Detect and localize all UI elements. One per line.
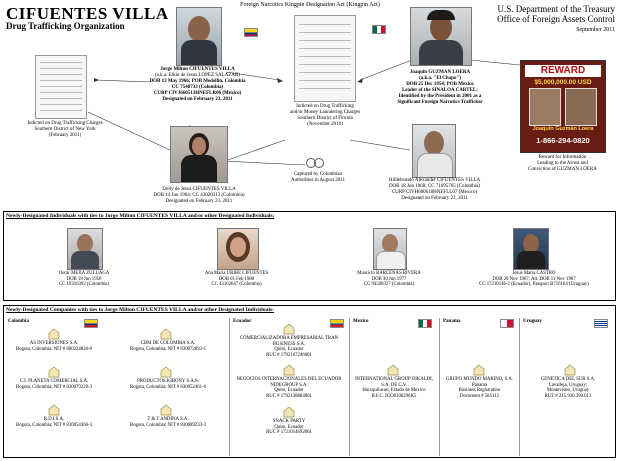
hildebrando-cifuentes-photo [412, 124, 456, 178]
building-icon [387, 364, 399, 376]
indictment-caption-fl: Indicted on Drug Trafficking and/or Money Laundering Charges Southern District of Florida (November 2010) [289, 104, 361, 127]
hildebrando-cifuentes-details: Hildebrando Alexander CIFUENTES VILLA DOB 18 Jun 1968; CC 71695765 (Colombia) CURP CIVH680618HNEFLL07 (Mexico) Designated on February 23, 2011 [388, 178, 481, 201]
agency-line-1: U.S. Department of the Treasury [497, 4, 615, 14]
column-divider [439, 318, 440, 456]
reward-phone: 1-866-294-0820 [536, 136, 590, 145]
captured-caption: Captured by Colombian Authorities in August 2011 [290, 172, 346, 183]
uruguay-flag-icon [594, 319, 608, 328]
building-icon [48, 328, 60, 340]
ana-maria-uribe-details: Ana Maria URIBE CIFUENTES DOB 01 Feb 1980 CC 43162647 (Colombia) [204, 271, 269, 288]
building-icon [160, 366, 172, 378]
mauricio-barcenas-details: Mauricio BARCENAS RIVERA DOB 30 Jun 1977 CC 94508327 (Colombia) [357, 271, 421, 288]
indictment-caption-ny: Indicted on Drug Trafficking Charges Southern District of New York (February 2011) [27, 121, 103, 138]
colombia-column-label: Colombia [8, 319, 29, 324]
column-divider [229, 318, 230, 456]
reward-name: Joaquín Guzmán Loera [532, 126, 594, 132]
companies-panel-heading: Newly-Designated Companies with ties to Jorge Milton CIFUENTES VILLA and/or other Designated Individuals: [6, 307, 274, 313]
mauricio-barcenas-photo [373, 228, 407, 270]
reward-caption: Reward for Information Leading to the Arrest and Conviction of GUZMAN LOERA [528, 155, 597, 172]
reward-photo-1 [529, 88, 561, 126]
jesus-maria-castro-details: Jesus Maria CASTRO DOB 20 Nov 1967; Alt. DOB 11 Nov 1967 CC 17210146-2 (Ecuador), Passport B716164 (Uruguay) [479, 271, 589, 288]
building-icon [283, 406, 295, 418]
company-ci-planeta-comercial: C.I. PLANETA COMERCIAL S.A. Bogota, Colombia; NIT # 830079228-3 [16, 379, 92, 390]
jorge-cifuentes-photo [176, 7, 222, 66]
reward-photo-2 [565, 88, 597, 126]
building-icon [48, 404, 60, 416]
company-cbm-de-colombia: CBM DE COLOMBIA S.A. Bogota, Colombia; NIT # 830072893-1 [130, 341, 206, 352]
page-subtitle: Drug Trafficking Organization [6, 21, 125, 31]
ecuador-column-label: Ecuador [233, 319, 252, 324]
column-divider [349, 318, 350, 456]
company-nidegroup: NEGOCIOS INTERNACIONALES DEL ECUADOR NIDEGROUP S.A. Quito, Ecuador RUC # 1792138884001 [236, 377, 342, 399]
building-icon [473, 364, 485, 376]
company-oikaldi: INTERNATIONAL GROUP OIKALDI, S.A. DE C.V. Huixquilucan, Estado de Mexico R.F.C. IGO0106296K5 [355, 377, 433, 399]
company-t-and-t-andina: T & T ANDINA S.A. Bogota, Colombia; NIT # 830089233-3 [130, 417, 206, 428]
company-comercializadora-tran: COMERCIALIZADORA EMPRESARIAL TRAN BUSINESS S.A. Quito, Ecuador RUC # 1792167246001 [239, 336, 339, 358]
act-title: Foreign Narcotics Kingpin Designation Act (Kingpin Act) [240, 2, 380, 8]
company-as-inversiones: AS INVERSIONES S.A. Bogota, Colombia; NIT # 800224826-0 [16, 341, 92, 352]
building-icon [283, 323, 295, 335]
company-genetica-del-sur: GENETICA DEL SUR S.A. Lavalleja, Uruguay; Montevideo, Uruguay RUT # 215.930.390.012 [540, 377, 596, 399]
company-productos-kibony: PRODUCTOS KIBONY S.A.S. Bogota, Colombia; NIT # 830052461-6 [130, 379, 206, 390]
oscar-mejia-photo [67, 228, 103, 270]
handcuffs-icon [306, 158, 324, 168]
panama-column-label: Panama [443, 319, 461, 324]
agency-line-2: Office of Foreign Assets Control [497, 14, 615, 24]
dolly-cifuentes-photo [170, 126, 228, 183]
jorge-cifuentes-details: Jorge Milton CIFUENTES VILLA (a.k.a. Elkin de Jesus LOPEZ SALAZAR) DOB 13 May 1966; POB Medellin, Colombia CC 7548733 (Colombia) CURP CIVJ660513HNEFLR06 (Mexico) Designated on February 23, 2011 [149, 67, 246, 102]
jesus-maria-castro-photo [513, 228, 549, 270]
oscar-mejia-details: Oscar MEJIA ZULUAGA DOB 18 Jun 1956 CC 19316392 (Colombia) [58, 271, 110, 288]
agency-name [470, 4, 615, 24]
individuals-panel [3, 211, 616, 301]
indictment-document-ny [35, 55, 87, 119]
reward-amount: $5,000,000.00 USD [534, 79, 592, 86]
ecuador-flag-icon [330, 319, 344, 328]
agency-date: September 2011 [576, 27, 615, 33]
individuals-panel-heading: Newly-Designated Individuals with ties to Jorge Milton CIFUENTES VILLA and/or other Designated Individuals: [6, 213, 275, 219]
building-icon [48, 366, 60, 378]
indictment-document-fl [294, 15, 356, 102]
company-grupo-mundo-marino: GRUPO MUNDO MARINO, S.A. Panama Business Registration Document # 585112 [445, 377, 514, 399]
colombia-flag-icon [84, 319, 98, 328]
reward-poster [520, 60, 606, 153]
building-icon [160, 328, 172, 340]
building-icon [564, 364, 576, 376]
mexico-column-label: Mexico [353, 319, 369, 324]
panama-flag-icon [500, 319, 514, 328]
column-divider [519, 318, 520, 456]
uruguay-column-label: Uruguay [523, 319, 542, 324]
building-icon [160, 404, 172, 416]
companies-panel [3, 305, 616, 458]
building-icon [283, 364, 295, 376]
reward-heading: REWARD [525, 65, 601, 77]
mexico-flag-icon [372, 25, 386, 34]
colombia-flag-icon [244, 28, 258, 37]
company-rdi: R.D.I S.A. Bogota, Colombia; NIT # 830054366-3 [16, 417, 92, 428]
page-title: CIFUENTES VILLA [6, 4, 169, 23]
joaquin-guzman-photo [410, 7, 472, 66]
dolly-cifuentes-details: Dolly de Jesus CIFUENTES VILLA DOB 14 Jun 1964; CC 43020313 (Colombia) Designated on February 23, 2011 [153, 187, 245, 204]
joaquin-guzman-details: Joaquin GUZMAN LOERA (a.k.a. "El Chapo") DOB 25 Dec 1954; POB Mexico Leader of the SINALOA CARTEL; Identified by the President in 2001 as a Significant Foreign Narcotics Trafficker [397, 70, 483, 105]
mexico-flag-icon [418, 319, 432, 328]
company-snack-party: SNACK PARTY Quito, Ecuador RUC # 1721014692001 [266, 419, 312, 436]
ana-maria-uribe-photo [217, 228, 259, 270]
